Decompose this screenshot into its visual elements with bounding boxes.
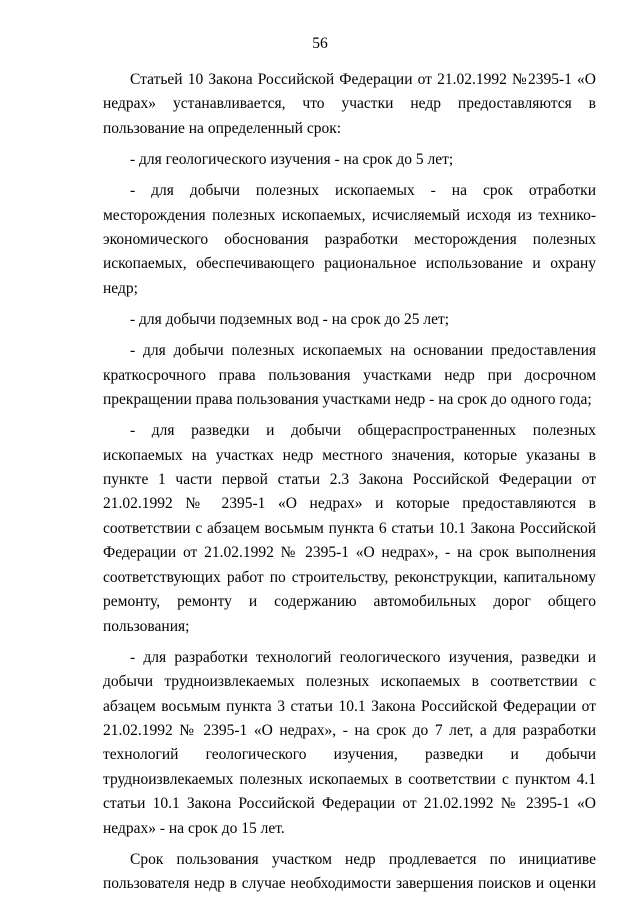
page-number: 56 xyxy=(312,35,328,52)
paragraph-mineral-extraction: - для добычи полезных ископаемых - на срок отработки месторождения полезных ископаемых, исчисляемый исходя из технико-экономического обоснования разработки месторождения полезных ископаемых, обеспечивающего рациональное использование и охрану недр; xyxy=(103,182,596,297)
paragraph-hard-to-recover: - для разработки технологий геологического изучения, разведки и добычи трудноизвлекаемых полезных ископаемых в соответствии с абзацем восьмым пункта 3 статьи 10.1 Закона Российской Федерации от 21.02.1992 № 2395-1 «О недрах», - на срок до 7 лет, а для разработки технологий геологического изучения, разведки и добычи трудноизвлекаемых полезных ископаемых в соответствии с пунктом 4.1 статьи 10.1 Закона Российской Федерации от 21.02.1992 № 2395-1 «О недрах» - на срок до 15 лет. xyxy=(103,648,596,837)
paragraph-common-minerals: - для разведки и добычи общераспространенных полезных ископаемых на участках недр местного значения, которые указаны в пункте 1 части первой статьи 2.3 Закона Российской Федерации от 21.02.1992 № 2395-1 «О недрах» и которые предоставляются в соответствии с абзацем восьмым пункта 6 статьи 10.1 Закона Российской Федерации от 21.02.1992 № 2395-1 «О недрах», - на срок выполнения соответствующих работ по строительству, реконструкции, капитальному ремонту, ремонту и содержанию автомобильных дорог общего пользования; xyxy=(103,422,596,635)
paragraph-intro: Статьей 10 Закона Российской Федерации от 21.02.1992 №2395-1 «О недрах» устанавливается, что участки недр предоставляются в пользование на определенный срок: xyxy=(103,71,596,137)
paragraph-short-term-right: - для добычи полезных ископаемых на основании предоставления краткосрочного права пользования участками недр при досрочном прекращении права пользования участками недр - на срок до одного года; xyxy=(103,342,596,409)
paragraph-groundwater: - для добычи подземных вод - на срок до 25 лет; xyxy=(130,311,450,329)
document-body xyxy=(103,68,596,903)
paragraph-term-extension: Срок пользования участком недр продлевается по инициативе пользователя недр в случае необходимости завершения поисков и оценки xyxy=(103,850,596,893)
paragraph-geological-study: - для геологического изучения - на срок до 5 лет; xyxy=(130,151,454,169)
